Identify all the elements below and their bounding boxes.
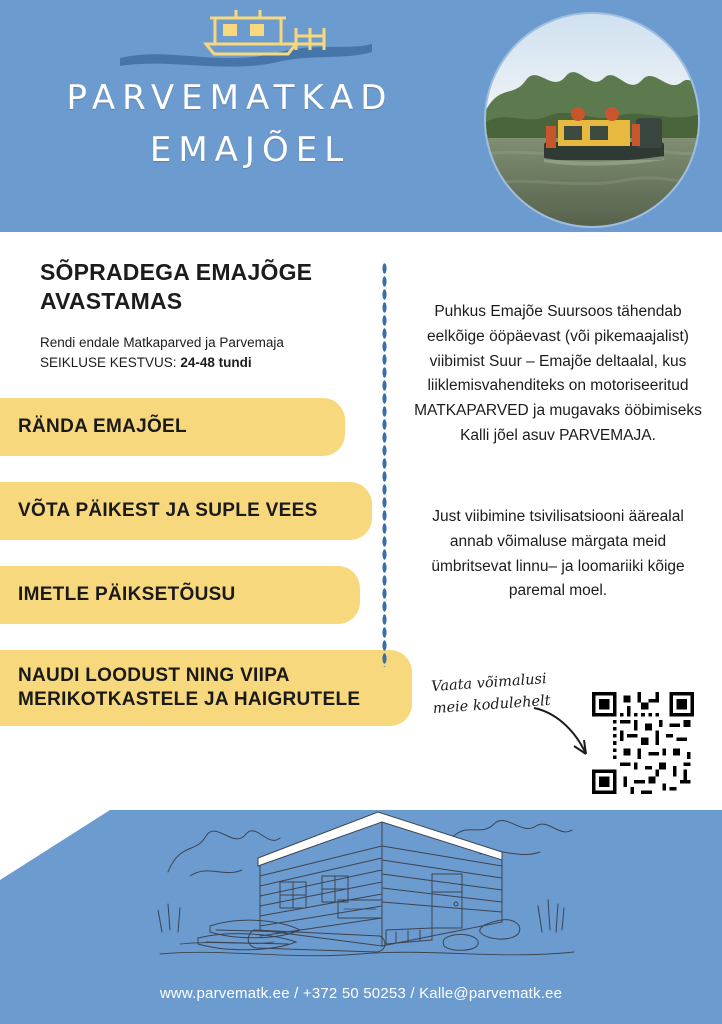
raft-photo <box>484 12 700 228</box>
feature-bar-4-label-line-2: MERIKOTKASTELE JA HAIGRUTELE <box>18 689 361 710</box>
feature-bar-4-label-line-1: NAUDI LOODUST NING VIIPA <box>18 665 290 687</box>
subtitle-line-1: Rendi endale Matkaparved ja Parvemaja <box>40 335 284 350</box>
brand-line-1: PARVEMATKAD <box>66 78 394 118</box>
feature-bar-4 <box>0 650 412 726</box>
qr-code[interactable] <box>592 692 694 794</box>
qr-note-line-2: meie kodulehelt <box>432 693 552 718</box>
brand-title <box>30 78 430 170</box>
dotted-divider <box>382 262 387 667</box>
page-title: SÕPRADEGA EMAJÕGE AVASTAMAS <box>40 259 313 315</box>
raft-boat-icon <box>110 6 380 76</box>
subtitle-block <box>40 333 380 374</box>
intro-paragraph: Puhkus Emajõe Suursoos tähendab eelkõige ööpäevast (või pikemaajalist) viibimist Suur – Emajõe deltaalal, kus liiklemisvahenditeks on motoriseeritud MATKAPARVED ja mugavaks ööbimiseks Kalli jõel asuv PARVEMAJA. <box>414 303 702 444</box>
feature-bar-1-label: RÄNDA EMAJÕEL <box>18 416 187 437</box>
feature-bar-1 <box>0 398 345 456</box>
feature-bar-3-label: IMETLE PÄIKSETÕUSU <box>18 584 236 605</box>
feature-bar-list <box>0 398 420 726</box>
duration-value: 24-48 tundi <box>180 355 252 371</box>
brand-line-2: EMAJÕEL <box>149 130 351 170</box>
nature-paragraph: Just viibimine tsivilisatsiooni äärealal annab võimaluse märgata meid ümbritsevat linnu– ja loomariiki kõige paremal moel. <box>431 508 685 600</box>
arrow-icon <box>530 702 600 777</box>
qr-note-line-1: Vaata võimalusi <box>430 671 548 696</box>
feature-bar-2-label: VÕTA PÄIKEST JA SUPLE VEES <box>18 500 318 521</box>
parvemaja-house-illustration <box>150 780 580 965</box>
feature-bar-2 <box>0 482 372 540</box>
subtitle-line-2 <box>40 353 380 373</box>
footer-contact: www.parvematk.ee / +372 50 50253 / Kalle@parvematk.ee <box>159 985 563 1002</box>
feature-bar-3 <box>0 566 360 624</box>
duration-label: SEIKLUSE KESTVUS: <box>40 355 181 371</box>
